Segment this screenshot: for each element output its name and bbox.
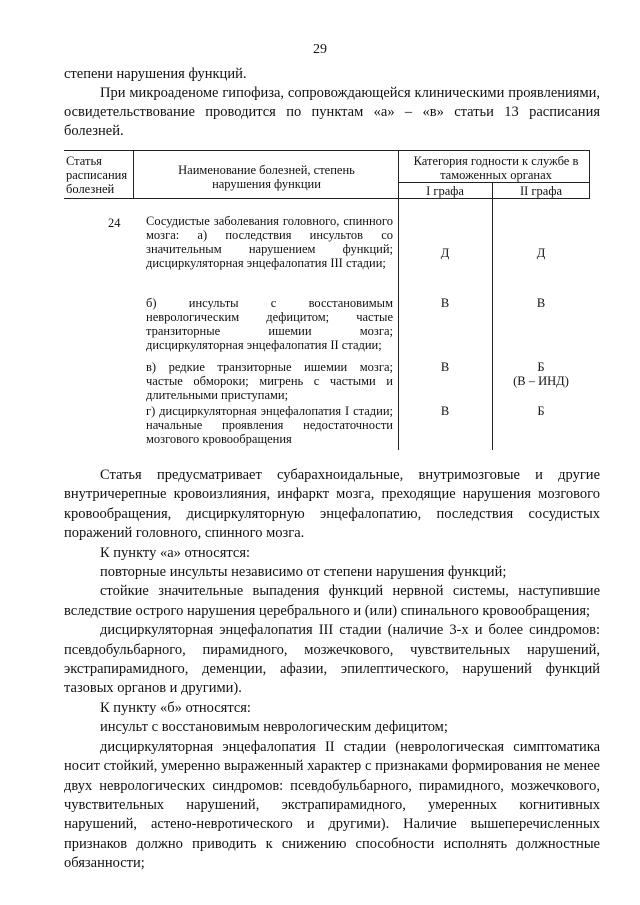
table-row-c-col1: В: [440, 360, 450, 374]
body-paragraph-1: Статья предусматривает субарахноидальные, внутримозговые и другие внутричерепные кровоизлияния, инфаркт мозга, преходящие нарушения мозгового кровообращения, дисциркуляторную энцефалопатию, последствия сосудистых поражений головного, спинного мозга.: [64, 467, 600, 542]
header-article: Статья расписания болезней: [66, 154, 128, 196]
article-number: 24: [108, 216, 121, 230]
table-row-c-col2: Б: [537, 360, 545, 374]
body-paragraph-3: повторные инсульты независимо от степени нарушения функций;: [100, 564, 507, 581]
body-paragraph-2: К пункту «а» относятся:: [100, 544, 251, 561]
table-row-b-col1: В: [440, 296, 450, 310]
table-row-c-text: в) редкие транзиторные ишемии мозга; частые обмороки; мигрень с частыми и длительными приступами;: [146, 360, 393, 402]
table-row-d-col1: В: [440, 404, 450, 418]
table-row-c-col2-note: (В – ИНД): [513, 374, 569, 388]
table-row-d-text: г) дисциркуляторная энцефалопатия I стадии; начальные проявления недостаточности мозгового кровообращения: [146, 404, 393, 446]
intro-paragraph: При микроаденоме гипофиза, сопровождающейся клиническими проявлениями, освидетельствование проводится по пунктам «а» – «в» статьи 13 расписания болезней.: [64, 85, 600, 139]
body-paragraph-6: К пункту «б» относятся:: [100, 699, 251, 716]
category-subheader-border: [398, 182, 590, 183]
header-col1: I графа: [426, 184, 464, 198]
table-row-d-col2: Б: [537, 404, 545, 418]
body-paragraph-7: инсульт с восстановимым неврологическим дефицитом;: [100, 719, 448, 736]
body-text: [64, 466, 600, 874]
header-col2: II графа: [519, 184, 563, 198]
body-paragraph-4: стойкие значительные выпадения функций нервной системы, наступившие вследствие острого нарушения церебрального и (или) спинального кровообращения;: [64, 583, 600, 619]
header-category: Категория годности к службе в таможенных органах: [413, 154, 579, 182]
intro-section: [64, 65, 600, 141]
table-row-a-col1: Д: [440, 246, 450, 260]
table-row-b-text: б) инсульты с восстановимым неврологическим дефицитом; частые транзиторные ишемии мозга; дисциркуляторная энцефалопатия II стадии;: [146, 296, 393, 352]
table-row-b-col2: В: [536, 296, 546, 310]
body-paragraph-8: дисциркуляторная энцефалопатия II стадии (неврологическая симптоматика носит стойкий, умеренно выраженный характер с признаками формирования не менее двух неврологических синдромов: псевдобульбарного, пирамидного, мозжечкового, чувствительных нарушений, экстрапирамидного, умеренных когнитивных нарушений, астено-невротического и другими). Наличие вышеперечисленных признаков должно приводить к снижению способности исполнять должностные обязанности;: [64, 738, 600, 872]
table-row-a-text: Сосудистые заболевания головного, спинного мозга: а) последствия инсультов со значительным нарушением функций; дисциркуляторная энцефалопатия III стадии;: [146, 214, 393, 270]
header-bottom-border: [64, 198, 590, 199]
header-name: Наименование болезней, степень нарушения функции: [178, 163, 355, 191]
table-top-border: [64, 150, 590, 151]
body-paragraph-5: дисциркуляторная энцефалопатия III стадии (наличие 3-х и более синдромов: псевдобульбарного, пирамидного, мозжечкового, чувствительных нарушений, экстрапирамидного, деменции, афазии, эпилептического, нарушений функций тазовых органов и другими).: [64, 622, 600, 697]
page-number: 29: [313, 42, 327, 57]
intro-line: степени нарушения функций.: [64, 66, 247, 82]
table-row-a-col2: Д: [536, 246, 546, 260]
article-column-divider: [133, 150, 134, 198]
